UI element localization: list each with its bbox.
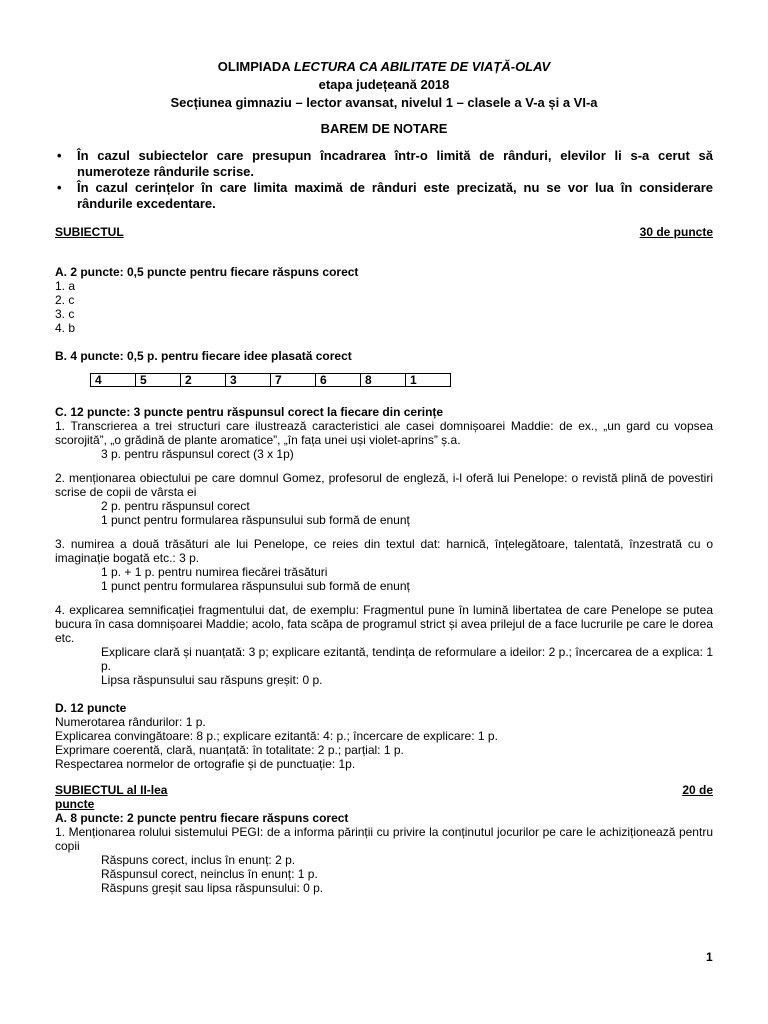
sequence-cell: 2	[181, 374, 226, 387]
c-item-3: 3. numirea a două trăsături ale lui Penelope, ce reies din textul dat: harnică, înțelegătoare, talentată, înzestrată cu o imaginație bogată etc.: 3 p.	[55, 537, 713, 565]
answer-item: 4. b	[55, 321, 76, 335]
sequence-cell: 3	[226, 374, 271, 387]
section-a2-title: A. 8 puncte: 2 puncte pentru fiecare răspuns corect	[55, 811, 349, 825]
barem-title: BAREM DE NOTARE	[320, 121, 448, 136]
note-item: • În cazul subiectelor care presupun încadrarea într-o limită de rânduri, elevilor li s-a cerut să numeroteze rândurile scrise.	[57, 148, 713, 179]
c-item-2-score: 1 punct pentru formularea răspunsului sub formă de enunț	[101, 513, 410, 527]
c-item-3-score: 1 p. + 1 p. pentru numirea fiecărei trăsături	[101, 565, 328, 579]
section-a-title: A. 2 puncte: 0,5 puncte pentru fiecare răspuns corect	[55, 265, 359, 279]
section-b	[55, 349, 713, 387]
section-a	[55, 265, 713, 335]
sequence-cell: 5	[136, 374, 181, 387]
subject2-points-cont: puncte	[55, 797, 95, 811]
sequence-cell: 8	[361, 374, 406, 387]
a2-item-1: 1. Menționarea rolului sistemului PEGI: de a informa părinții cu privire la conținutul jocurilor pe care le achiziționează pentru copii	[55, 825, 713, 853]
section-c-title: C. 12 puncte: 3 puncte pentru răspunsul corect la fiecare din cerințe	[55, 405, 444, 419]
sequence-cell: 4	[91, 374, 136, 387]
notes-list	[55, 148, 713, 212]
d-line: Numerotarea rândurilor: 1 p.	[55, 715, 206, 729]
section-b-title: B. 4 puncte: 0,5 p. pentru fiecare idee plasată corect	[55, 349, 352, 363]
a2-score: Răspuns corect, inclus în enunț: 2 p.	[101, 853, 296, 867]
answer-item: 3. c	[55, 307, 75, 321]
note-item: • În cazul cerințelor în care limita maximă de rânduri este precizată, nu se vor lua în considerare rândurile excedentare.	[57, 180, 713, 211]
subject2-heading	[55, 783, 713, 811]
sequence-cell: 6	[316, 374, 361, 387]
subject1-points: 30 de puncte	[639, 225, 713, 239]
a2-score: Răspunsul corect, neinclus în enunț: 1 p.	[101, 867, 318, 881]
document-header	[55, 58, 713, 112]
page-number: 1	[706, 950, 713, 964]
sequence-cell: 7	[271, 374, 316, 387]
sequence-table	[90, 373, 451, 387]
c-item-4: 4. explicarea semnificației fragmentului dat, de exemplu: Fragmentul pune în lumină libertatea de care Penelope se putea bucura în casa domnișoarei Maddie; acolo, fata scăpa de programul strict și avea prilejul de a face lucrurile pe care le dorea etc.	[55, 603, 713, 645]
bullet-icon: •	[57, 180, 62, 195]
a2-score: Răspuns greșit sau lipsa răspunsului: 0 p.	[101, 881, 324, 895]
d-line: Explicarea convingătoare: 8 p.; explicare ezitantă: 4: p.; încercare de explicare: 1 p.	[55, 729, 498, 743]
c-item-4-score: Lipsa răspunsului sau răspuns greșit: 0 p.	[101, 673, 323, 687]
sequence-row	[91, 374, 451, 387]
d-line: Respectarea normelor de ortografie și de punctuație: 1p.	[55, 757, 356, 771]
section-a2	[55, 811, 713, 895]
c-item-2: 2. menționarea obiectului pe care domnul Gomez, profesorul de engleză, i-l oferă lui Penelope: o revistă plină de povestiri scrise de copii de vârsta ei	[55, 471, 713, 499]
answer-item: 1. a	[55, 279, 76, 293]
subject1-heading	[55, 225, 713, 239]
header-title: OLIMPIADA LECTURA CA ABILITATE DE VIAȚĂ-OLAV	[217, 59, 551, 74]
subject2-label: SUBIECTUL al II-lea	[55, 783, 168, 797]
section-d	[55, 701, 713, 771]
subject1-label: SUBIECTUL	[55, 225, 124, 239]
document-page	[55, 58, 713, 895]
subject2-points: 20 de	[682, 783, 713, 797]
c-item-1-score: 3 p. pentru răspunsul corect (3 x 1p)	[101, 447, 294, 461]
sequence-cell: 1	[406, 374, 451, 387]
header-section: Secțiunea gimnaziu – lector avansat, nivelul 1 – clasele a V-a și a VI-a	[170, 95, 598, 110]
c-item-3-score: 1 punct pentru formularea răspunsului sub formă de enunț	[101, 579, 410, 593]
answer-item: 2. c	[55, 293, 75, 307]
section-c	[55, 405, 713, 687]
header-title-italic: LECTURA CA ABILITATE DE VIAȚĂ-OLAV	[293, 59, 551, 74]
section-d-title: D. 12 puncte	[55, 701, 127, 715]
c-item-2-score: 2 p. pentru răspunsul corect	[101, 499, 250, 513]
bullet-icon: •	[57, 148, 62, 163]
d-line: Exprimare coerentă, clară, nuanțată: în totalitate: 2 p.; parțial: 1 p.	[55, 743, 404, 757]
c-item-1: 1. Transcrierea a trei structuri care ilustrează caracteristici ale casei domnișoarei Maddie: de ex., „un gard cu vopsea scorojită”, „o grădină de plante aromatice”, „în fața unei uși violet-aprins” ș.a.	[55, 419, 713, 447]
header-stage: etapa județeană 2018	[318, 77, 450, 92]
c-item-4-score: Explicare clară și nuanțată: 3 p; explicare ezitantă, tendința de reformulare a ideilor: 2 p.; încercarea de a explica: 1 p.	[101, 645, 713, 673]
